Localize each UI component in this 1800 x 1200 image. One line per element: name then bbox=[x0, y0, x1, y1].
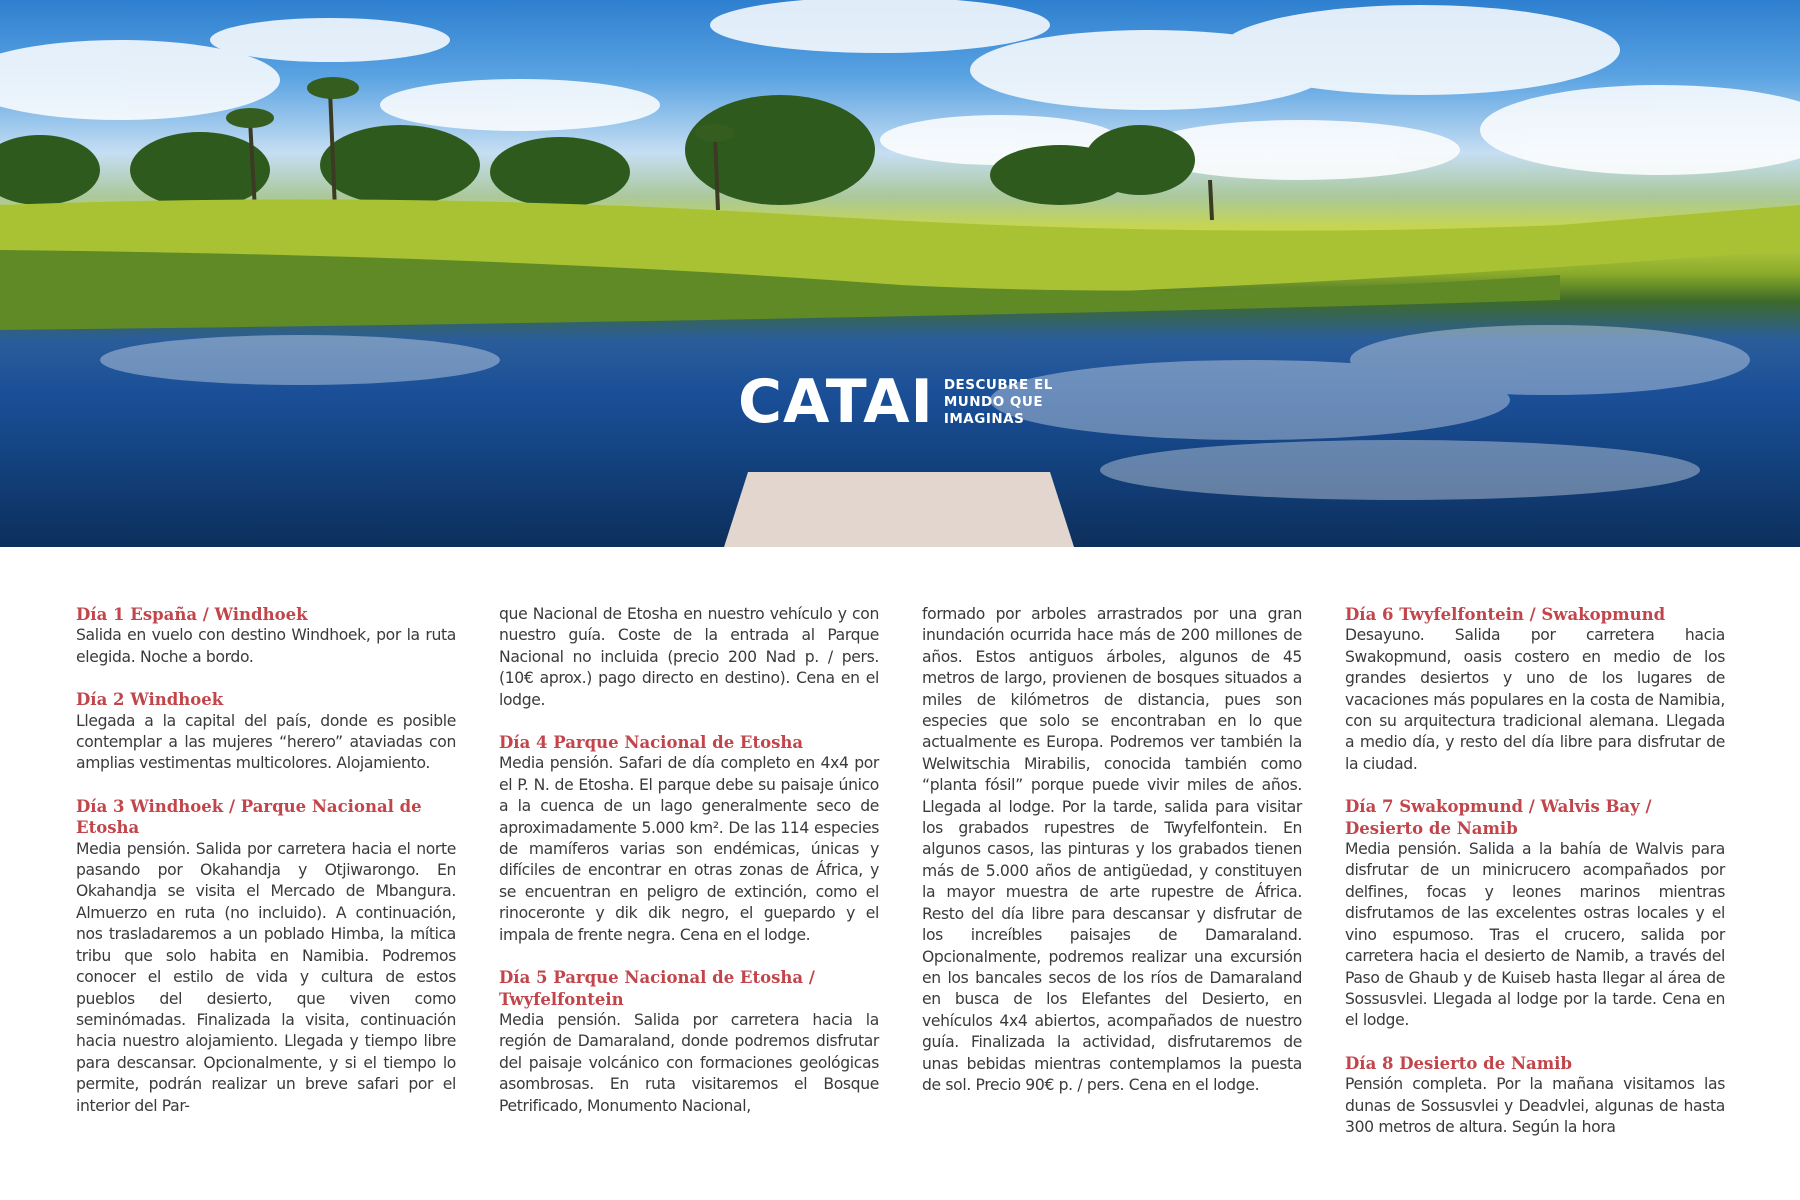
catai-logo bbox=[738, 367, 1053, 437]
day-title: Día 8 Desierto de Namib bbox=[1345, 1053, 1572, 1073]
tagline-line: MUNDO QUE bbox=[943, 393, 1044, 410]
logo-wordmark: CATAI bbox=[738, 367, 934, 437]
column-4 bbox=[1345, 604, 1725, 1159]
logo-tagline bbox=[944, 377, 1053, 428]
itinerary-day bbox=[76, 689, 456, 775]
day-title: Día 5 Parque Nacional de Etosha / Twyfelfontein bbox=[499, 968, 815, 1009]
day-title: Día 1 España / Windhoek bbox=[76, 605, 308, 624]
column-2 bbox=[499, 604, 879, 1138]
day-title: Día 3 Windhoek / Parque Nacional de Etosha bbox=[76, 796, 422, 838]
day-text: Media pensión. Salida por carretera hacia el norte pasando por Okahandja y Otjiwarongo. En Okahandja se visita el Mercado de Mbangura. Almuerzo en ruta (no incluido). A continuación, nos trasladaremos a un poblado Himba, la mítica tribu que solo habita en Namibia. Podremos conocer el estilo de vida y cultura de estos pueblos del desierto, que viven como seminómadas. Finalizada la visita, continuación hacia nuestro alojamiento. Llegada y tiempo libre para descansar. Opcionalmente, y si el tiempo lo permite, podrán realizar un breve safari por el interior del Par- bbox=[76, 839, 456, 1115]
day-text: Media pensión. Salida a la bahía de Walvis para disfrutar de un minicrucero acompañados por delfines, focas y leones marinos mientras disfrutamos de las excelentes ostras locales y el vino espumoso. Tras el crucero, salida por carretera hacia el desierto de Namib, a través del Paso de Ghaub y de Kuiseb hasta llegar al área de Sossusvlei. Llegada al lodge por la tarde. Cena en el lodge. bbox=[1345, 840, 1725, 1030]
itinerary-day bbox=[499, 967, 879, 1117]
day-title: Día 4 Parque Nacional de Etosha bbox=[499, 733, 804, 753]
day-text: formado por arboles arrastrados por una gran inundación ocurrida hace más de 200 millones de años. Estos antiguos árboles, algunos de 45 metros de largo, provienen de bosques situados a miles de kilómetros de distancia, pues son especies que solo se encontraban en lo que actualmente es Europa. Podremos ver también la Welwitschia Mirabilis, conocida también como “planta fósil” porque puede vivir miles de años. Llegada al lodge. Por la tarde, salida para visitar los grabados rupestres de Twyfelfontein. En algunos casos, las pinturas y los grabados tienen más de 5.000 años de antigüedad, y constituyen la mayor muestra de arte rupestre de África. Resto del día libre para descansar y disfrutar de los increíbles paisajes de Damaraland. Opcionalmente, podremos realizar una excursión en los bancales secos de los ríos de Damaraland en busca de los Elefantes del Desierto, en vehículos 4x4 abiertos, acompañados de nuestro guía. Finalizada la actividad, disfrutaremos de unas bebidas mientras contemplamos la puesta de sol. Precio 90€ p. / pers. Cena en el lodge. bbox=[922, 605, 1302, 1094]
day-text: Salida en vuelo con destino Windhoek, por la ruta elegida. Noche a bordo. bbox=[76, 626, 456, 666]
day-text: Desayuno. Salida por carretera hacia Swakopmund, oasis costero en medio de los grandes desiertos y uno de los lugares de vacaciones más populares en la costa de Namibia, con su arquitectura tradicional alemana. Llegada a medio día, y resto del día libre para disfrutar de la ciudad. bbox=[1345, 626, 1725, 773]
day-text: que Nacional de Etosha en nuestro vehículo y con nuestro guía. Coste de la entrada al Parque Nacional no incluida (precio 200 Nad p. / pers. (10€ aprox.) pago directo en destino). Cena en el lodge. bbox=[499, 605, 879, 709]
column-3 bbox=[922, 604, 1302, 1117]
itinerary-day bbox=[1345, 604, 1725, 775]
tagline-line: IMAGINAS bbox=[943, 410, 1025, 427]
tagline-line: DESCUBRE EL bbox=[943, 376, 1053, 393]
itinerary-day bbox=[76, 604, 456, 668]
itinerary-day bbox=[499, 732, 879, 946]
column-1 bbox=[76, 604, 456, 1138]
day-text: Pensión completa. Por la mañana visitamos las dunas de Sossusvlei y Deadvlei, algunas de hasta 300 metros de altura. Según la hora bbox=[1345, 1075, 1725, 1136]
day-text: Media pensión. Salida por carretera hacia la región de Damaraland, donde podremos disfrutar del paisaje volcánico con formaciones geológicas asombrosas. En ruta visitaremos el Bosque Petrificado, Monumento Nacional, bbox=[499, 1010, 879, 1115]
day-title: Día 6 Twyfelfontein / Swakopmund bbox=[1345, 605, 1666, 624]
boat-bow bbox=[724, 472, 1074, 547]
itinerary-day bbox=[76, 796, 456, 1117]
itinerary-day bbox=[1345, 796, 1725, 1031]
day-text: Media pensión. Safari de día completo en 4x4 por el P. N. de Etosha. El parque debe su paisaje único a la cuenca de un lago generalmente seco de aproximadamente 5.000 km². De las 114 especies de mamíferos varias son endémicas, únicas y difíciles de encontrar en otras zonas de África, y se encuentran en peligro de extinción, como el rinoceronte y dik dik negro, el guepardo y el impala de frente negra. Cena en el lodge. bbox=[499, 754, 879, 944]
itinerary-day-continued bbox=[499, 604, 879, 711]
itinerary-day-continued bbox=[922, 604, 1302, 1096]
landscape-illustration bbox=[0, 0, 1800, 547]
hero-landscape-photo bbox=[0, 0, 1800, 547]
day-title: Día 7 Swakopmund / Walvis Bay / Desierto de Namib bbox=[1345, 797, 1652, 838]
day-text: Llegada a la capital del país, donde es posible contemplar a las mujeres “herero” ataviadas con amplias vestimentas multicolores. Alojamiento. bbox=[76, 711, 456, 773]
day-title: Día 2 Windhoek bbox=[76, 690, 224, 710]
itinerary-day bbox=[1345, 1053, 1725, 1139]
